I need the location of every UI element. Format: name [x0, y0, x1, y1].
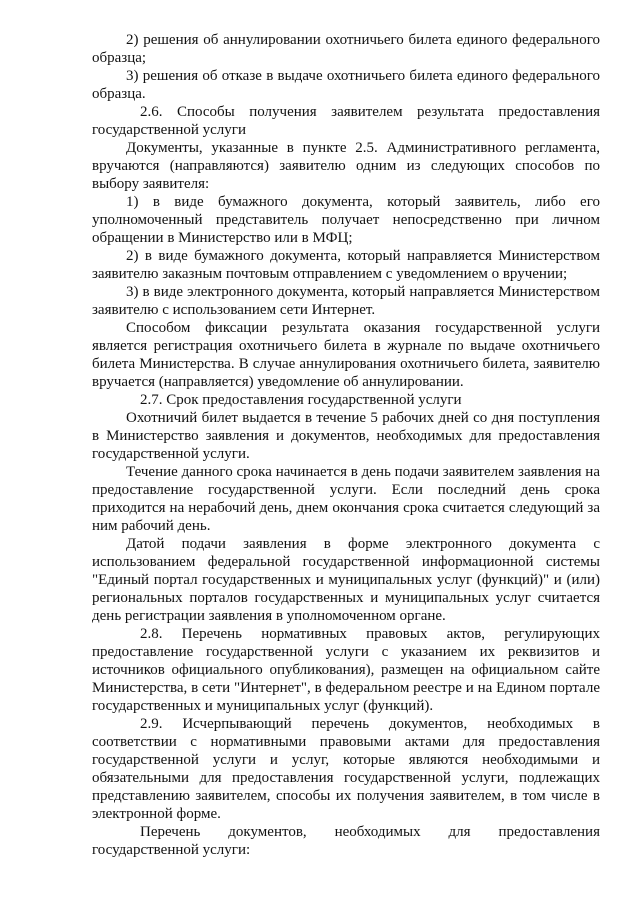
result-fixation-paragraph: Способом фиксации результата оказания государственной услуги является регистрация охотничьего билета в журнале по выдаче охотничьего билета Министерства. В случае аннулирования охотничьего билета, заявителю вручается (направляется) уведомление об аннулировании.	[92, 320, 604, 390]
decision-refusal-item: 3) решения об отказе в выдаче охотничьего билета единого федерального образца.	[92, 68, 604, 102]
electronic-submission-date-paragraph: Датой подачи заявления в форме электронного документа с использованием федеральной государственной информационной системы "Единый портал государственных и муниципальных услуг (функций)" и (или) региональных порталов государственных и муниципальных услуг считается день регистрации заявления в уполномоченном органе.	[92, 536, 604, 624]
section-2-7-heading: 2.7. Срок предоставления государственной услуги	[140, 392, 462, 408]
delivery-methods-intro: Документы, указанные в пункте 2.5. Административного регламента, вручаются (направляются) заявителю одним из следующих способов по выбору заявителя:	[92, 140, 604, 192]
decision-annulment-item: 2) решения об аннулировании охотничьего билета единого федерального образца;	[92, 32, 604, 66]
term-start-paragraph: Течение данного срока начинается в день подачи заявителем заявления на предоставление государственной услуги. Если последний день срока приходится на нерабочий день, днем окончания срока считается следующий за ним рабочий день.	[92, 464, 604, 534]
section-2-8-paragraph: 2.8. Перечень нормативных правовых актов, регулирующих предоставление государственной услуги с указанием их реквизитов и источников официального опубликования), размещен на официальном сайте Министерства, в сети "Интернет", в федеральном реестре и на Едином портале государственных и муниципальных услуг (функций).	[92, 626, 604, 714]
section-2-6-heading: 2.6. Способы получения заявителем результата предоставления государственной услуги	[92, 104, 604, 138]
document-body	[92, 31, 604, 859]
delivery-method-paper-mail: 2) в виде бумажного документа, который направляется Министерством заявителю заказным почтовым отправлением с уведомлением о вручении;	[92, 248, 604, 282]
section-2-9-paragraph: 2.9. Исчерпывающий перечень документов, необходимых в соответствии с нормативными правовыми актами для предоставления государственной услуги и услуг, которые являются необходимыми и обязательными для предоставления государственной услуги, подлежащих представлению заявителем, способы их получения заявителем, в том числе в электронной форме.	[92, 716, 604, 822]
documents-list-intro: Перечень документов, необходимых для предоставления государственной услуги:	[92, 824, 604, 858]
issue-term-paragraph: Охотничий билет выдается в течение 5 рабочих дней со дня поступления в Министерство заявления и документов, необходимых для предоставления государственной услуги.	[92, 410, 604, 462]
delivery-method-electronic: 3) в виде электронного документа, который направляется Министерством заявителю с использованием сети Интернет.	[92, 284, 604, 318]
delivery-method-paper-in-person: 1) в виде бумажного документа, который заявитель, либо его уполномоченный представитель получает непосредственно при личном обращении в Министерство или в МФЦ;	[92, 194, 604, 246]
